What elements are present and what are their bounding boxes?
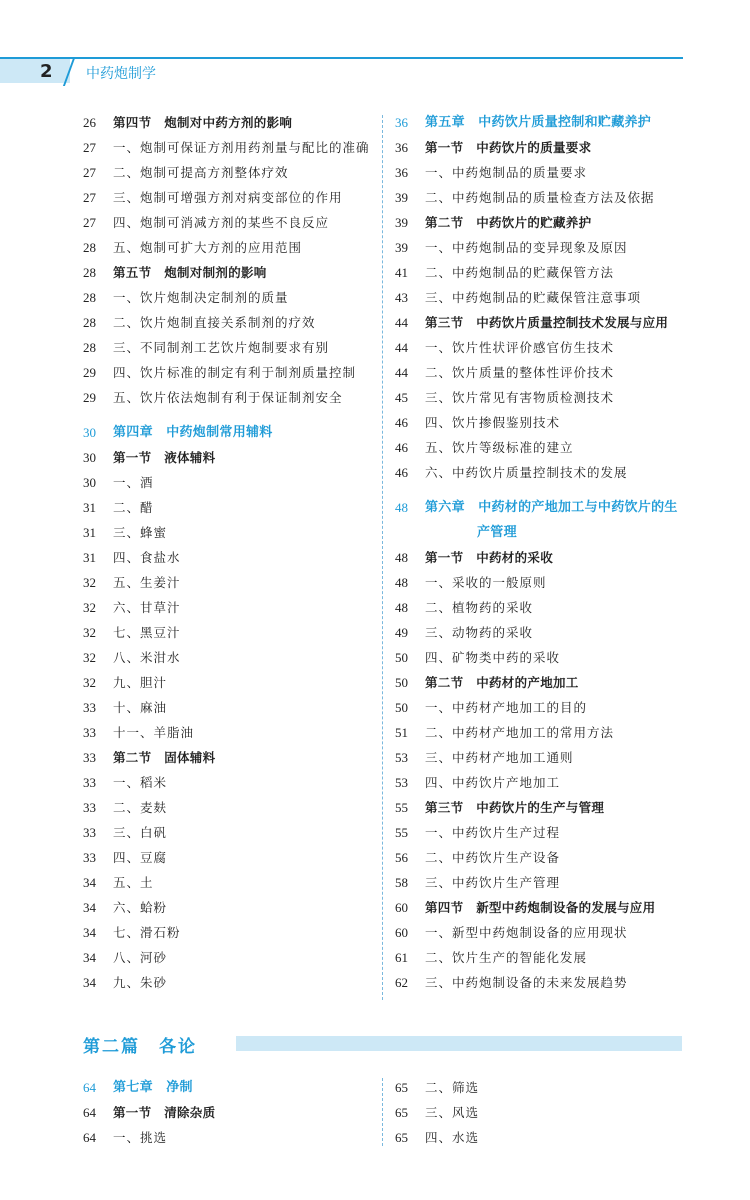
toc-page-number: 65 xyxy=(395,1105,408,1120)
toc-entry-title: 三、蜂蜜 xyxy=(113,525,168,540)
toc-entry-title: 四、矿物类中药的采收 xyxy=(425,650,561,665)
toc-entry-title: 一、炮制可保证方剂用药剂量与配比的准确 xyxy=(113,140,370,155)
toc-page-number: 36 xyxy=(395,140,408,155)
part-title-band xyxy=(236,1036,682,1051)
toc-page-number: 27 xyxy=(83,165,96,180)
toc-entry-title: 六、蛤粉 xyxy=(113,900,168,915)
toc-page-number: 31 xyxy=(83,550,96,565)
toc-entry-title: 四、炮制可消减方剂的某些不良反应 xyxy=(113,215,330,230)
toc-entry-title: 一、新型中药炮制设备的应用现状 xyxy=(425,925,628,940)
toc-item-entry[interactable] xyxy=(395,870,695,895)
toc-page-number: 34 xyxy=(83,875,96,890)
toc-item-entry[interactable] xyxy=(83,695,373,720)
page-number-tab xyxy=(0,59,70,83)
toc-page-number: 29 xyxy=(83,365,96,380)
toc-section-entry[interactable] xyxy=(395,210,695,235)
toc-item-entry[interactable] xyxy=(395,360,695,385)
toc-entry-title: 九、胆汁 xyxy=(113,675,168,690)
toc-page-number: 39 xyxy=(395,240,408,255)
toc-section-entry[interactable] xyxy=(83,260,373,285)
toc-page-number: 33 xyxy=(83,775,96,790)
toc-page-number: 32 xyxy=(83,575,96,590)
toc-item-entry[interactable] xyxy=(395,920,695,945)
toc-page-number: 61 xyxy=(395,950,408,965)
toc-page-number: 33 xyxy=(83,850,96,865)
toc-section-entry[interactable] xyxy=(395,670,695,695)
toc-page-number: 58 xyxy=(395,875,408,890)
toc-page-number: 30 xyxy=(83,450,96,465)
toc-item-entry[interactable] xyxy=(395,820,695,845)
toc-item-entry[interactable] xyxy=(83,285,373,310)
toc-page-number: 45 xyxy=(395,390,408,405)
toc-entry-title: 第三节 中药饮片质量控制技术发展与应用 xyxy=(425,315,669,330)
toc-item-entry[interactable] xyxy=(83,895,373,920)
toc-page-number: 28 xyxy=(83,240,96,255)
toc-entry-title: 二、饮片炮制直接关系制剂的疗效 xyxy=(113,315,316,330)
toc-entry-title: 三、动物药的采收 xyxy=(425,625,534,640)
toc-entry-title: 三、中药炮制品的贮藏保管注意事项 xyxy=(425,290,642,305)
toc-entry-title-line2: 产管理 xyxy=(477,525,517,540)
toc-page-number: 33 xyxy=(83,700,96,715)
toc-item-entry[interactable] xyxy=(83,970,373,995)
toc-item-entry[interactable] xyxy=(83,820,373,845)
toc-item-entry[interactable] xyxy=(395,1075,695,1100)
toc-page-number: 60 xyxy=(395,925,408,940)
toc-item-entry[interactable] xyxy=(395,745,695,770)
page-number: 2 xyxy=(40,61,53,82)
toc-entry-title: 五、炮制可扩大方剂的应用范围 xyxy=(113,240,303,255)
toc-page-number: 32 xyxy=(83,600,96,615)
header-rule xyxy=(0,57,683,59)
toc-entry-title: 第一节 中药材的采收 xyxy=(425,550,554,565)
toc-right-column xyxy=(395,110,695,995)
toc-entry-title: 三、中药炮制设备的未来发展趋势 xyxy=(425,975,628,990)
toc-page-number: 31 xyxy=(83,525,96,540)
toc-item-entry[interactable] xyxy=(395,595,695,620)
toc-page-number: 34 xyxy=(83,925,96,940)
toc-page-number: 27 xyxy=(83,140,96,155)
toc-item-entry[interactable] xyxy=(83,870,373,895)
toc-entry-title: 一、中药材产地加工的目的 xyxy=(425,700,588,715)
toc-page-number: 48 xyxy=(395,500,408,515)
toc-item-entry[interactable] xyxy=(395,1125,695,1150)
toc-entry-title: 六、中药饮片质量控制技术的发展 xyxy=(425,465,628,480)
toc-section-entry[interactable] xyxy=(83,445,373,470)
toc-section-entry[interactable] xyxy=(395,795,695,820)
toc-page-number: 65 xyxy=(395,1080,408,1095)
toc-page-number: 27 xyxy=(83,190,96,205)
toc-entry-title: 二、中药炮制品的质量检查方法及依据 xyxy=(425,190,655,205)
toc-page-number: 32 xyxy=(83,675,96,690)
toc-entry-title: 四、豆腐 xyxy=(113,850,168,865)
toc-page-number: 30 xyxy=(83,425,96,440)
toc-entry-title: 一、酒 xyxy=(113,475,154,490)
toc-item-entry[interactable] xyxy=(83,360,373,385)
toc-entry-title: 第二节 中药材的产地加工 xyxy=(425,675,579,690)
toc-item-entry[interactable] xyxy=(395,845,695,870)
toc-page-number: 28 xyxy=(83,340,96,355)
toc-entry-title: 一、饮片性状评价感官仿生技术 xyxy=(425,340,615,355)
toc-entry-title: 二、醋 xyxy=(113,500,154,515)
toc-entry-title: 五、土 xyxy=(113,875,154,890)
toc-chapter-entry[interactable] xyxy=(395,110,695,135)
toc-page-number: 34 xyxy=(83,950,96,965)
toc-entry-title: 九、朱砂 xyxy=(113,975,168,990)
toc-page-number: 36 xyxy=(395,115,408,130)
toc-page-number: 27 xyxy=(83,215,96,230)
toc-chapter-entry[interactable] xyxy=(83,1075,373,1100)
toc-item-entry[interactable] xyxy=(83,570,373,595)
toc-entry-title: 二、中药饮片生产设备 xyxy=(425,850,561,865)
toc-item-entry[interactable] xyxy=(83,845,373,870)
toc-item-entry[interactable] xyxy=(83,795,373,820)
toc-item-entry[interactable] xyxy=(395,460,695,485)
toc-item-entry[interactable] xyxy=(395,260,695,285)
toc-entry-title: 二、炮制可提高方剂整体疗效 xyxy=(113,165,289,180)
toc-item-entry[interactable] xyxy=(83,385,373,410)
toc-page-number: 33 xyxy=(83,750,96,765)
toc-entry-title: 五、饮片依法炮制有利于保证制剂安全 xyxy=(113,390,343,405)
toc-page-number: 44 xyxy=(395,365,408,380)
toc-section-entry[interactable] xyxy=(395,310,695,335)
toc-page-number: 30 xyxy=(83,475,96,490)
toc-entry-title: 二、饮片生产的智能化发展 xyxy=(425,950,588,965)
toc-page-number: 33 xyxy=(83,725,96,740)
toc-chapter-entry[interactable] xyxy=(83,420,373,445)
toc-page-number: 28 xyxy=(83,265,96,280)
toc-item-entry[interactable] xyxy=(83,135,373,160)
toc-page-number: 39 xyxy=(395,215,408,230)
toc-section-entry[interactable] xyxy=(83,110,373,135)
toc-item-entry[interactable] xyxy=(395,160,695,185)
toc-item-entry[interactable] xyxy=(395,770,695,795)
toc-page-number: 26 xyxy=(83,115,96,130)
toc-page-number: 28 xyxy=(83,290,96,305)
toc-entry-title: 四、饮片标准的制定有利于制剂质量控制 xyxy=(113,365,357,380)
toc-page-number: 44 xyxy=(395,340,408,355)
toc-item-entry[interactable] xyxy=(83,520,373,545)
toc-item-entry[interactable] xyxy=(83,495,373,520)
toc-entry-title: 十一、羊脂油 xyxy=(113,725,195,740)
toc-section-entry[interactable] xyxy=(395,895,695,920)
toc-bottom-left-column xyxy=(83,1075,373,1150)
toc-section-entry[interactable] xyxy=(395,545,695,570)
toc-item-entry[interactable] xyxy=(395,570,695,595)
toc-entry-title: 第七章 净制 xyxy=(113,1080,193,1095)
toc-entry-title: 八、米泔水 xyxy=(113,650,181,665)
toc-entry-title: 十、麻油 xyxy=(113,700,168,715)
toc-page-number: 36 xyxy=(395,165,408,180)
toc-page-number: 50 xyxy=(395,650,408,665)
toc-entry-title: 一、采收的一般原则 xyxy=(425,575,547,590)
toc-page-number: 62 xyxy=(395,975,408,990)
toc-item-entry[interactable] xyxy=(83,185,373,210)
toc-page-number: 48 xyxy=(395,600,408,615)
toc-entry-title: 二、中药炮制品的贮藏保管方法 xyxy=(425,265,615,280)
part-title: 第二篇 各论 xyxy=(83,1037,197,1057)
toc-entry-title: 二、筛选 xyxy=(425,1080,480,1095)
toc-item-entry[interactable] xyxy=(83,310,373,335)
toc-entry-title: 四、饮片掺假鉴别技术 xyxy=(425,415,561,430)
toc-page-number: 28 xyxy=(83,315,96,330)
toc-entry-title: 第二节 中药饮片的贮藏养护 xyxy=(425,215,592,230)
toc-page-number: 31 xyxy=(83,500,96,515)
toc-item-entry[interactable] xyxy=(395,410,695,435)
book-title: 中药炮制学 xyxy=(86,66,156,82)
toc-page-number: 43 xyxy=(395,290,408,305)
toc-bottom-right-column xyxy=(395,1075,695,1150)
toc-item-entry[interactable] xyxy=(83,620,373,645)
toc-entry-title: 三、饮片常见有害物质检测技术 xyxy=(425,390,615,405)
toc-entry-title: 第四节 炮制对中药方剂的影响 xyxy=(113,115,293,130)
toc-entry-title: 七、黑豆汁 xyxy=(113,625,181,640)
toc-entry-title: 二、中药材产地加工的常用方法 xyxy=(425,725,615,740)
toc-item-entry[interactable] xyxy=(395,185,695,210)
toc-item-entry[interactable] xyxy=(395,970,695,995)
toc-item-entry[interactable] xyxy=(395,285,695,310)
toc-page-number: 49 xyxy=(395,625,408,640)
toc-page-number: 34 xyxy=(83,975,96,990)
toc-entry-title: 四、水选 xyxy=(425,1130,480,1145)
toc-item-entry[interactable] xyxy=(83,235,373,260)
toc-entry-title: 二、饮片质量的整体性评价技术 xyxy=(425,365,615,380)
toc-page-number: 32 xyxy=(83,650,96,665)
toc-item-entry[interactable] xyxy=(83,770,373,795)
toc-page-number: 53 xyxy=(395,750,408,765)
toc-entry-title: 三、白矾 xyxy=(113,825,168,840)
toc-section-entry[interactable] xyxy=(395,135,695,160)
toc-item-entry[interactable] xyxy=(83,160,373,185)
toc-item-entry[interactable] xyxy=(395,720,695,745)
toc-entry-title: 三、不同制剂工艺饮片炮制要求有别 xyxy=(113,340,330,355)
toc-page-number: 29 xyxy=(83,390,96,405)
toc-item-entry[interactable] xyxy=(83,920,373,945)
toc-item-entry[interactable] xyxy=(83,645,373,670)
toc-entry-title: 一、稻米 xyxy=(113,775,168,790)
toc-item-entry[interactable] xyxy=(83,470,373,495)
toc-page-number: 53 xyxy=(395,775,408,790)
toc-page-number: 46 xyxy=(395,440,408,455)
toc-section-entry[interactable] xyxy=(83,1100,373,1125)
toc-item-entry[interactable] xyxy=(83,1125,373,1150)
toc-entry-title: 第五节 炮制对制剂的影响 xyxy=(113,265,267,280)
toc-entry-title: 第五章 中药饮片质量控制和贮藏养护 xyxy=(425,115,652,130)
toc-entry-title: 一、中药炮制品的变异现象及原因 xyxy=(425,240,628,255)
toc-item-entry[interactable] xyxy=(83,945,373,970)
toc-page-number: 44 xyxy=(395,315,408,330)
toc-entry-title: 第四章 中药炮制常用辅料 xyxy=(113,425,273,440)
toc-item-entry[interactable] xyxy=(83,210,373,235)
toc-page-number: 56 xyxy=(395,850,408,865)
toc-entry-title: 一、中药炮制品的质量要求 xyxy=(425,165,588,180)
toc-entry-title: 五、生姜汁 xyxy=(113,575,181,590)
toc-entry-title: 四、中药饮片产地加工 xyxy=(425,775,561,790)
toc-entry-title-line1: 第六章 中药材的产地加工与中药饮片的生 xyxy=(425,500,678,515)
toc-entry-title: 六、甘草汁 xyxy=(113,600,181,615)
toc-item-entry[interactable] xyxy=(83,335,373,360)
toc-left-column xyxy=(83,110,373,995)
toc-entry-title: 八、河砂 xyxy=(113,950,168,965)
toc-item-entry[interactable] xyxy=(395,1100,695,1125)
toc-page-number: 39 xyxy=(395,190,408,205)
toc-chapter-entry[interactable] xyxy=(395,495,695,545)
toc-entry-title: 一、饮片炮制决定制剂的质量 xyxy=(113,290,289,305)
toc-item-entry[interactable] xyxy=(83,720,373,745)
toc-item-entry[interactable] xyxy=(83,670,373,695)
toc-page-number: 41 xyxy=(395,265,408,280)
toc-entry-title: 三、中药材产地加工通则 xyxy=(425,750,574,765)
toc-page-number: 33 xyxy=(83,825,96,840)
toc-item-entry[interactable] xyxy=(395,695,695,720)
toc-entry-title: 四、食盐水 xyxy=(113,550,181,565)
toc-page-number: 65 xyxy=(395,1130,408,1145)
toc-page-number: 46 xyxy=(395,465,408,480)
toc-entry-title: 五、饮片等级标准的建立 xyxy=(425,440,574,455)
toc-page-number: 55 xyxy=(395,800,408,815)
toc-page-number: 48 xyxy=(395,575,408,590)
toc-page-number: 32 xyxy=(83,625,96,640)
toc-item-entry[interactable] xyxy=(83,595,373,620)
toc-item-entry[interactable] xyxy=(395,620,695,645)
toc-item-entry[interactable] xyxy=(395,945,695,970)
toc-entry-title: 第四节 新型中药炮制设备的发展与应用 xyxy=(425,900,656,915)
toc-page-number: 55 xyxy=(395,825,408,840)
toc-entry-title: 二、植物药的采收 xyxy=(425,600,534,615)
toc-page-number: 46 xyxy=(395,415,408,430)
toc-entry-title: 第三节 中药饮片的生产与管理 xyxy=(425,800,605,815)
toc-item-entry[interactable] xyxy=(395,335,695,360)
toc-page-number: 50 xyxy=(395,675,408,690)
toc-entry-title: 三、中药饮片生产管理 xyxy=(425,875,561,890)
toc-page-number: 34 xyxy=(83,900,96,915)
toc-item-entry[interactable] xyxy=(395,235,695,260)
toc-entry-title: 三、风选 xyxy=(425,1105,480,1120)
toc-entry-title: 二、麦麸 xyxy=(113,800,168,815)
toc-entry-title xyxy=(425,495,685,545)
toc-entry-title: 第二节 固体辅料 xyxy=(113,750,216,765)
toc-page-number: 51 xyxy=(395,725,408,740)
toc-page-number: 64 xyxy=(83,1080,96,1095)
toc-entry-title: 第一节 液体辅料 xyxy=(113,450,216,465)
toc-item-entry[interactable] xyxy=(83,545,373,570)
toc-entry-title: 一、中药饮片生产过程 xyxy=(425,825,561,840)
toc-page-number: 64 xyxy=(83,1105,96,1120)
toc-page-number: 48 xyxy=(395,550,408,565)
toc-page-number: 50 xyxy=(395,700,408,715)
toc-item-entry[interactable] xyxy=(395,385,695,410)
column-divider-bottom xyxy=(382,1078,383,1146)
toc-entry-title: 七、滑石粉 xyxy=(113,925,181,940)
toc-entry-title: 一、挑选 xyxy=(113,1130,168,1145)
toc-item-entry[interactable] xyxy=(395,645,695,670)
toc-section-entry[interactable] xyxy=(83,745,373,770)
column-divider-top xyxy=(382,115,383,1000)
toc-entry-title: 第一节 清除杂质 xyxy=(113,1105,216,1120)
toc-page-number: 33 xyxy=(83,800,96,815)
toc-entry-title: 第一节 中药饮片的质量要求 xyxy=(425,140,592,155)
toc-entry-title: 三、炮制可增强方剂对病变部位的作用 xyxy=(113,190,343,205)
toc-page-number: 64 xyxy=(83,1130,96,1145)
toc-page-number: 60 xyxy=(395,900,408,915)
toc-item-entry[interactable] xyxy=(395,435,695,460)
